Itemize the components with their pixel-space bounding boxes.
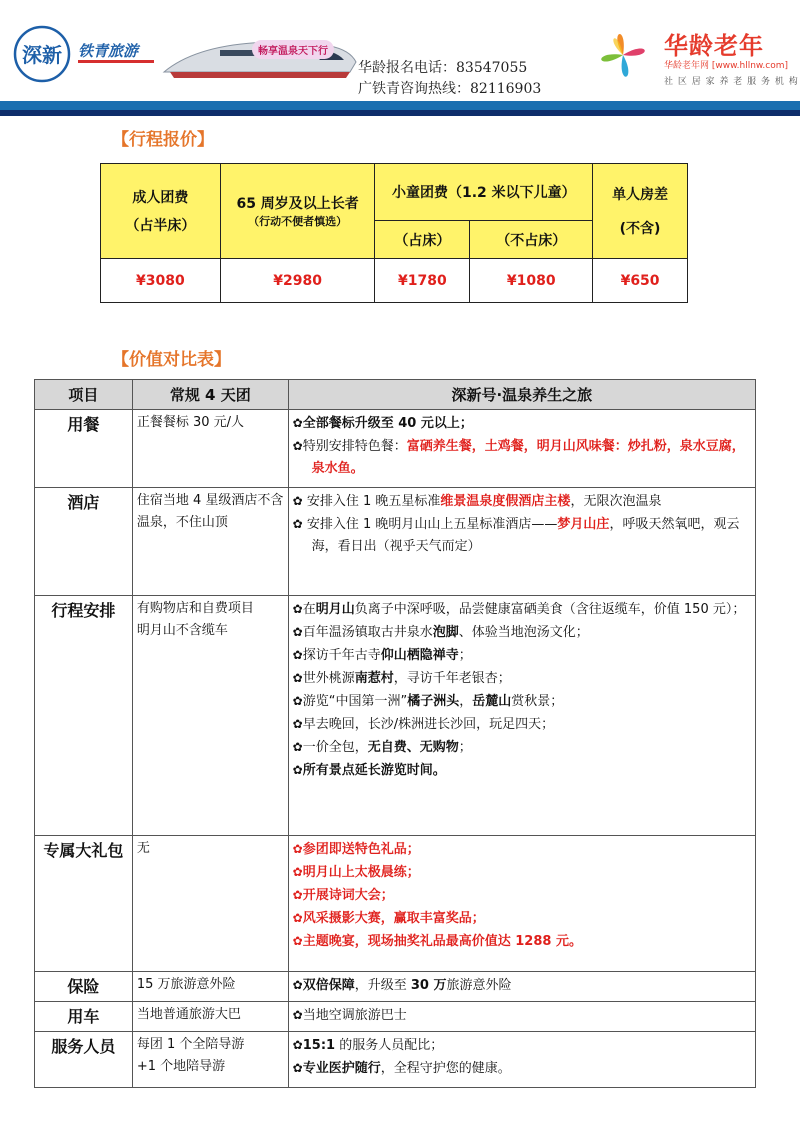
flower-bullet-icon: ✿ xyxy=(292,416,303,430)
table-row-gift xyxy=(35,836,756,972)
flower-bullet-icon: ✿ xyxy=(292,1038,303,1052)
contact-info xyxy=(358,58,541,100)
price-header-single xyxy=(593,164,688,259)
gift-line-2: ✿明月山上太极晨练； xyxy=(292,865,420,880)
hotline-number: 82116903 xyxy=(470,81,542,97)
header xyxy=(0,0,800,118)
flower-bullet-icon: ✿ xyxy=(292,978,303,992)
flower-bullet-icon: ✿ xyxy=(292,740,303,754)
food-line-2: ✿特别安排特色餐：富硒养生餐，土鸡餐，明月山风味餐：炒扎粉，泉水豆腐，泉水鱼。 xyxy=(292,439,745,476)
itinerary-line-5: ✿游览“中国第一洲”橘子洲头，岳麓山赏秋景； xyxy=(292,694,564,709)
tieqing-logo-bar xyxy=(78,60,154,63)
header-band-blue xyxy=(0,101,800,110)
itinerary-line-3: ✿探访千年古寺仰山栖隐禅寺； xyxy=(292,648,472,663)
flower-bullet-icon: ✿ xyxy=(292,494,303,508)
gift-line-4: ✿风采摄影大赛，赢取丰富奖品； xyxy=(292,911,485,926)
flower-bullet-icon: ✿ xyxy=(292,439,303,453)
price-table xyxy=(100,163,688,303)
compare-header-row xyxy=(35,380,756,410)
table-row-insurance xyxy=(35,972,756,1002)
price-child-bed: ¥1780 xyxy=(375,259,470,303)
staff-shenxin xyxy=(288,1032,755,1088)
tieqing-logo: 铁青旅游 xyxy=(78,42,139,60)
table-row-hotel xyxy=(35,488,756,596)
header-regular: 常规 4 天团 xyxy=(132,380,288,410)
flower-bullet-icon: ✿ xyxy=(292,694,303,708)
food-line-1: ✿全部餐标升级至 40 元以上； xyxy=(292,416,473,431)
price-header-child: 小童团费（1.2 米以下儿童） xyxy=(375,164,593,221)
adult-note: （占半床） xyxy=(125,218,196,234)
price-senior: ¥2980 xyxy=(220,259,375,303)
flower-bullet-icon: ✿ xyxy=(292,517,303,531)
phone-label: 华龄报名电话： xyxy=(358,60,456,76)
table-row-staff xyxy=(35,1032,756,1088)
senior-label: 65 周岁及以上长者 xyxy=(236,196,359,212)
staff-regular xyxy=(132,1032,288,1088)
itinerary-shenxin xyxy=(288,596,755,836)
vehicle-regular: 当地普通旅游大巴 xyxy=(132,1002,288,1032)
food-item: 用餐 xyxy=(35,410,133,488)
hotline-label: 广铁青咨询热线： xyxy=(358,81,470,97)
flower-bullet-icon: ✿ xyxy=(292,842,303,856)
hotel-shenxin xyxy=(288,488,755,596)
staff-regular-2: +1 个地陪导游 xyxy=(136,1059,226,1074)
insurance-shenxin: ✿双倍保障，升级至 30 万旅游意外险 xyxy=(288,972,755,1002)
single-note: (不含) xyxy=(619,221,661,237)
price-header-child-bed: （占床） xyxy=(375,221,470,259)
hotel-line-2: ✿ 安排入住 1 晚明月山山上五星标准酒店——梦月山庄，呼吸天然氧吧，观云海，看日出（视乎天气而定） xyxy=(292,517,740,554)
hotel-line-1: ✿ 安排入住 1 晚五星标准维景温泉度假酒店主楼，无限次泡温泉 xyxy=(292,494,662,509)
gift-line-3: ✿开展诗词大会； xyxy=(292,888,394,903)
gift-item: 专属大礼包 xyxy=(35,836,133,972)
staff-line-1: ✿15:1 的服务人员配比； xyxy=(292,1038,444,1053)
itinerary-line-2: ✿百年温汤镇取古井泉水泡脚、体验当地泡汤文化； xyxy=(292,625,589,640)
flower-bullet-icon: ✿ xyxy=(292,934,303,948)
gift-line-1: ✿参团即送特色礼品； xyxy=(292,842,420,857)
insurance-regular: 15 万旅游意外险 xyxy=(132,972,288,1002)
insurance-item: 保险 xyxy=(35,972,133,1002)
price-adult: ¥3080 xyxy=(101,259,221,303)
staff-item: 服务人员 xyxy=(35,1032,133,1088)
compare-section-title: 【价值对比表】 xyxy=(112,350,231,370)
itinerary-regular-1: 有购物店和自费项目 xyxy=(136,601,254,616)
gift-shenxin xyxy=(288,836,755,972)
price-header-adult xyxy=(101,164,221,259)
gift-regular: 无 xyxy=(132,836,288,972)
itinerary-line-7: ✿一价全包，无自费、无购物； xyxy=(292,740,472,755)
flower-bullet-icon: ✿ xyxy=(292,717,303,731)
header-band-dark xyxy=(0,110,800,116)
price-child-nobed: ¥1080 xyxy=(470,259,593,303)
staff-line-2: ✿专业医护随行，全程守护您的健康。 xyxy=(292,1061,511,1076)
itinerary-regular-2: 明月山不含缆车 xyxy=(136,623,228,638)
compare-table xyxy=(34,379,756,1088)
price-section-title: 【行程报价】 xyxy=(112,130,214,150)
flower-bullet-icon: ✿ xyxy=(292,648,303,662)
hotel-regular: 住宿当地 4 星级酒店不含温泉，不住山顶 xyxy=(132,488,288,596)
vehicle-shenxin: ✿当地空调旅游巴士 xyxy=(288,1002,755,1032)
flower-bullet-icon: ✿ xyxy=(292,1061,303,1075)
flower-bullet-icon: ✿ xyxy=(292,1008,303,1022)
brand-url: 华龄老年网 [www.hllnw.com] xyxy=(664,61,789,71)
table-row-vehicle xyxy=(35,1002,756,1032)
flower-bullet-icon: ✿ xyxy=(292,911,303,925)
price-header-child-nobed: （不占床） xyxy=(470,221,593,259)
brand-name: 华龄老年 xyxy=(664,32,764,60)
shenxin-logo-icon xyxy=(12,24,72,84)
train-tag: 畅享温泉天下行 xyxy=(252,40,334,59)
flower-bullet-icon: ✿ xyxy=(292,602,303,616)
table-row-food xyxy=(35,410,756,488)
header-item: 项目 xyxy=(35,380,133,410)
header-shenxin: 深新号·温泉养生之旅 xyxy=(288,380,755,410)
flower-bullet-icon: ✿ xyxy=(292,671,303,685)
hotel-item: 酒店 xyxy=(35,488,133,596)
brand-flower-icon xyxy=(588,20,658,90)
senior-note: （行动不便者慎选） xyxy=(248,215,348,228)
hotline-line xyxy=(358,79,541,100)
itinerary-line-8: ✿所有景点延长游览时间。 xyxy=(292,763,446,778)
food-shenxin xyxy=(288,410,755,488)
phone-number: 83547055 xyxy=(456,60,528,76)
adult-label: 成人团费 xyxy=(132,190,189,206)
flower-bullet-icon: ✿ xyxy=(292,763,303,777)
price-single: ¥650 xyxy=(593,259,688,303)
train-icon xyxy=(160,28,360,92)
flower-bullet-icon: ✿ xyxy=(292,865,303,879)
phone-line xyxy=(358,58,541,79)
flower-bullet-icon: ✿ xyxy=(292,625,303,639)
single-label: 单人房差 xyxy=(612,187,669,203)
shenxin-logo-text: 深新 xyxy=(22,43,62,67)
brand-slogan: 社 区 居 家 养 老 服 务 机 构 xyxy=(664,77,799,87)
itinerary-item: 行程安排 xyxy=(35,596,133,836)
food-regular: 正餐餐标 30 元/人 xyxy=(132,410,288,488)
itinerary-regular xyxy=(132,596,288,836)
itinerary-line-6: ✿早去晚回，长沙/株洲进长沙回，玩足四天； xyxy=(292,717,555,732)
vehicle-item: 用车 xyxy=(35,1002,133,1032)
itinerary-line-1: ✿在明月山负离子中深呼吸，品尝健康富硒美食（含往返缆车，价值 150 元）； xyxy=(292,602,746,617)
itinerary-line-4: ✿世外桃源南惹村，寻访千年老银杏； xyxy=(292,671,511,686)
flower-bullet-icon: ✿ xyxy=(292,888,303,902)
table-row-itinerary xyxy=(35,596,756,836)
gift-line-5: ✿主题晚宴，现场抽奖礼品最高价值达 1288 元。 xyxy=(292,934,582,949)
price-header-senior xyxy=(220,164,375,259)
staff-regular-1: 每团 1 个全陪导游 xyxy=(136,1037,245,1052)
